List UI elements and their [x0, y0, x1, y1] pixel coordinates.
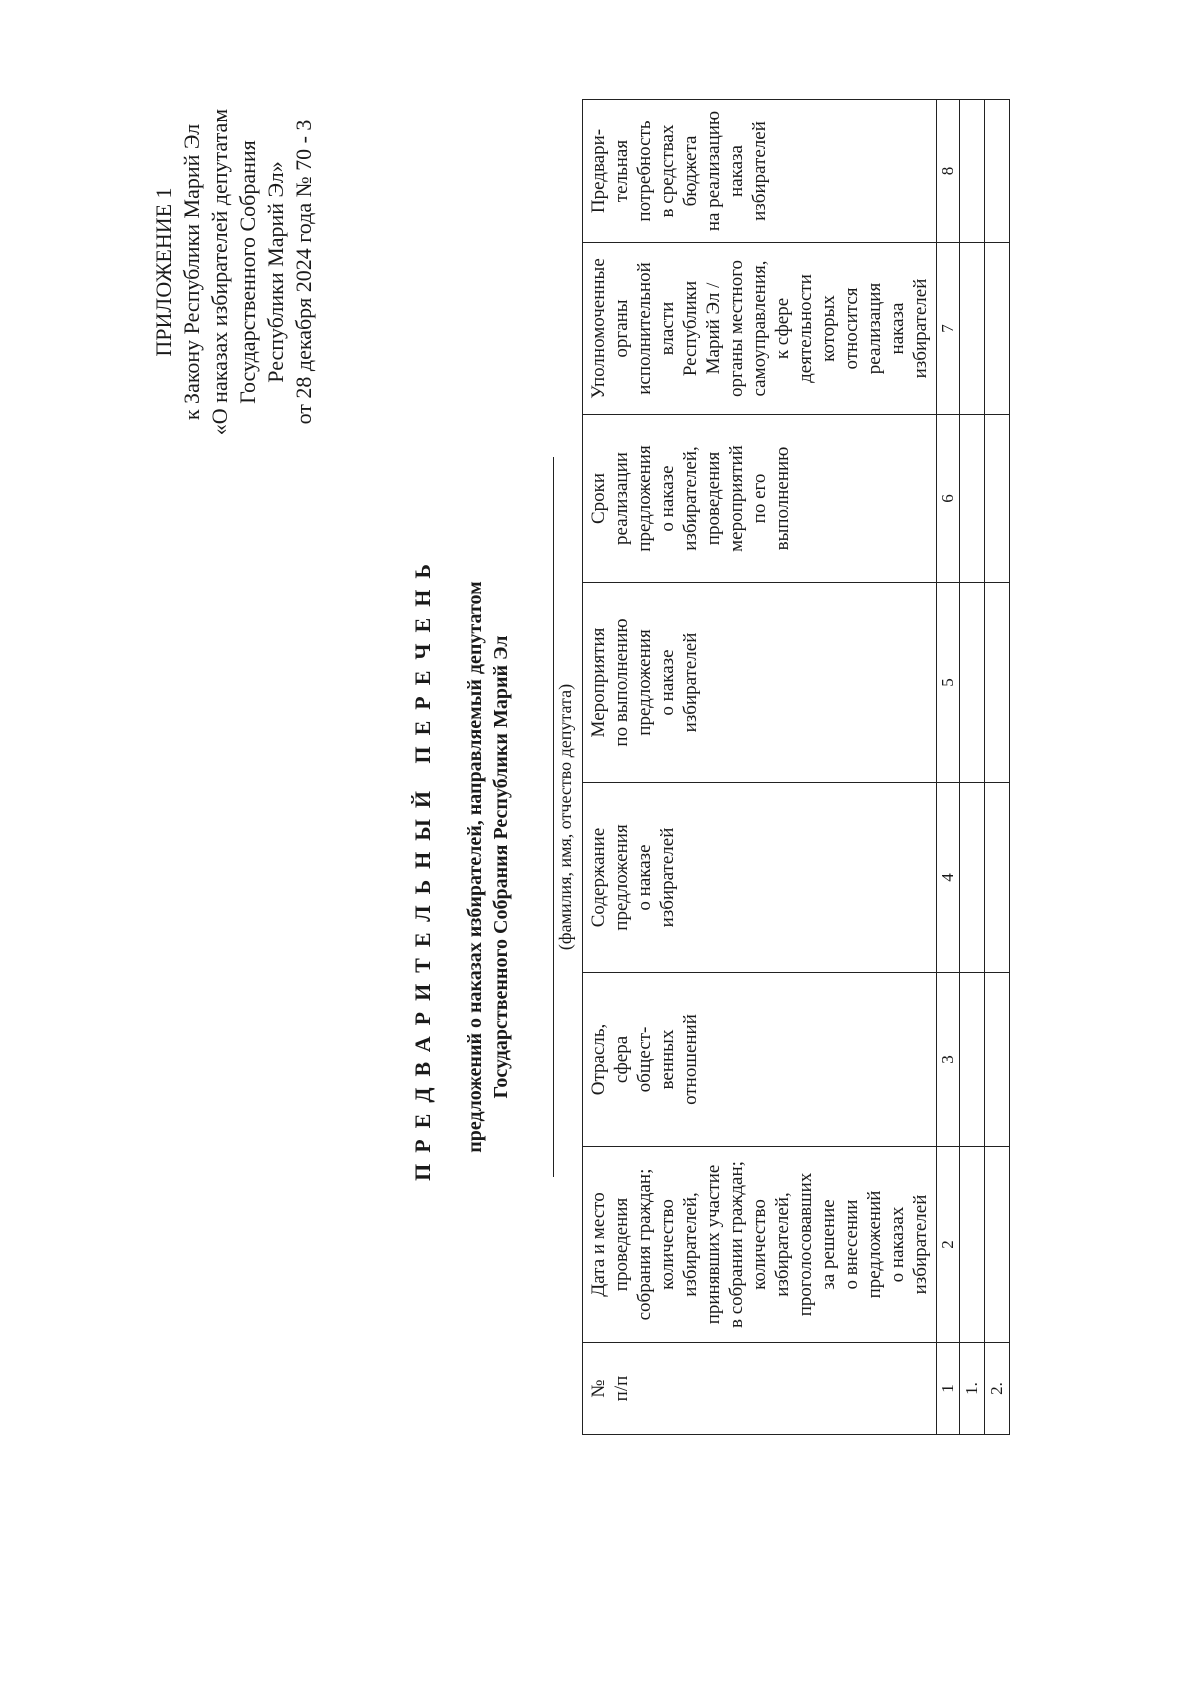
empty-cell — [985, 415, 1010, 583]
appendix-block — [150, 87, 318, 457]
row-number: 1. — [960, 1343, 985, 1435]
empty-cell — [960, 415, 985, 583]
empty-cell — [985, 583, 1010, 783]
column-number: 8 — [937, 100, 960, 243]
empty-cell — [960, 973, 985, 1147]
empty-cell — [960, 583, 985, 783]
column-number-row — [937, 100, 960, 1435]
appendix-line: Государственного Собрания — [235, 140, 260, 404]
appendix-line: «О наказах избирателей депутатам — [207, 108, 232, 436]
deputy-caption: (фамилия, имя, отчество депутата) — [555, 683, 575, 951]
empty-cell — [985, 100, 1010, 243]
empty-cell — [985, 973, 1010, 1147]
document-subtitle — [462, 337, 514, 1397]
appendix-title: ПРИЛОЖЕНИЕ 1 — [151, 187, 176, 357]
empty-cell — [985, 1147, 1010, 1343]
header-cell-authorities: Уполномоченные органы исполнительной власти Республики Марий Эл / органы местного самоуправления, к сфере деятельности которых относится реализация наказа избирателей — [583, 243, 937, 415]
column-number: 3 — [937, 973, 960, 1147]
header-cell-content: Содержание предложения о наказе избирателей — [583, 783, 937, 973]
appendix-line: к Закону Республики Марий Эл — [179, 123, 204, 421]
column-number: 4 — [937, 783, 960, 973]
column-number: 5 — [937, 583, 960, 783]
deputy-name-line — [553, 457, 554, 1177]
table-header-row — [583, 100, 937, 1435]
subtitle-line: Государственного Собрания Республики Марий Эл — [490, 635, 512, 1099]
header-cell-measures: Мероприятия по выполнению предложения о наказе избирателей — [583, 583, 937, 783]
document-title: ПРЕДВАРИТЕЛЬНЫЙ ПЕРЕЧЕНЬ — [410, 553, 435, 1181]
header-cell-number: № п/п — [583, 1343, 937, 1435]
empty-cell — [960, 1147, 985, 1343]
header-cell-sector: Отрасль, сфера общест- венных отношений — [583, 973, 937, 1147]
empty-cell — [985, 243, 1010, 415]
column-number: 1 — [937, 1343, 960, 1435]
header-cell-budget: Предвари- тельная потребность в средствах бюджета на реализацию наказа избирателей — [583, 100, 937, 243]
column-number: 6 — [937, 415, 960, 583]
empty-cell — [960, 783, 985, 973]
table-row — [960, 100, 985, 1435]
empty-cell — [985, 783, 1010, 973]
proposals-table — [582, 99, 1010, 1435]
header-cell-meeting: Дата и место проведения собрания граждан; количество избирателей, принявших участие в собрании граждан; количество избирателей, проголосовавших за решение о внесении предложений о наказах избирателей — [583, 1147, 937, 1343]
column-number: 7 — [937, 243, 960, 415]
header-cell-deadlines: Сроки реализации предложения о наказе избирателей, проведения мероприятий по его выполнению — [583, 415, 937, 583]
appendix-line: от 28 декабря 2024 года № 70 - 3 — [291, 119, 316, 425]
empty-cell — [960, 243, 985, 415]
row-number: 2. — [985, 1343, 1010, 1435]
subtitle-line: предложений о наказах избирателей, направляемый депутатом — [464, 581, 486, 1153]
empty-cell — [960, 100, 985, 243]
appendix-line: Республики Марий Эл» — [263, 161, 288, 383]
column-number: 2 — [937, 1147, 960, 1343]
table-row — [985, 100, 1010, 1435]
